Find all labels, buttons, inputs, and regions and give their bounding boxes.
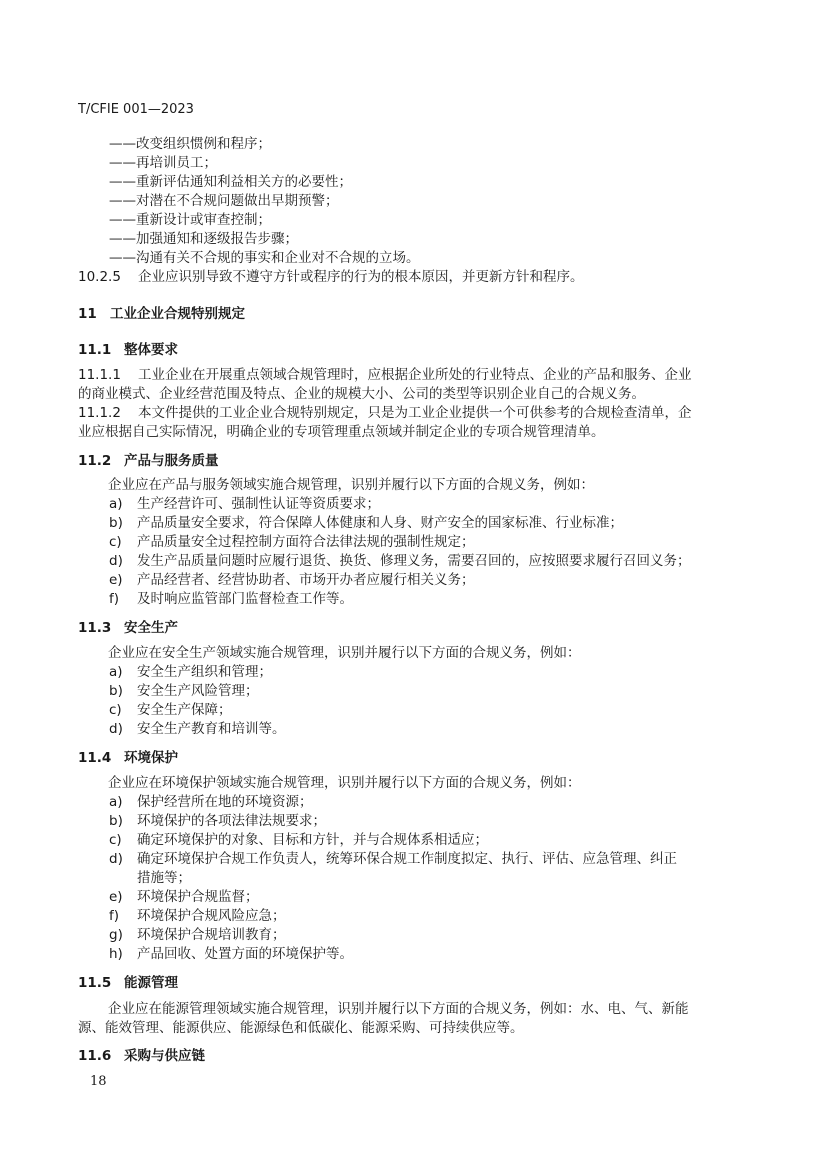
clause-number: 11.1.2: [78, 405, 121, 421]
list-item: [109, 926, 286, 945]
clause-continuation: 业应根据自己实际情况，明确企业的专项管理重点领域并制定企业的专项合规管理清单。: [78, 424, 605, 440]
list-item: [109, 533, 475, 552]
item-text: 保护经营所在地的环境资源；: [137, 794, 313, 810]
section-heading: [78, 1047, 205, 1066]
heading-number: 11.2: [78, 453, 112, 469]
paragraph-continuation: 源、能效管理、能源供应、能源绿色和低碳化、能源采购、可持续供应等。: [78, 1020, 524, 1036]
dash-item: ——重新评估通知利益相关方的必要性；: [109, 174, 352, 190]
item-text: 确定环境保护的对象、目标和方针，并与合规体系相适应；: [137, 832, 488, 848]
item-text: 产品经营者、经营协助者、市场开办者应履行相关义务；: [137, 572, 475, 588]
item-label: c): [109, 832, 122, 848]
heading-title: 产品与服务质量: [124, 453, 219, 469]
paragraph: 企业应在能源管理领域实施合规管理，识别并履行以下方面的合规义务，例如：水、电、气、新能: [108, 1001, 689, 1017]
item-label: e): [109, 889, 123, 905]
heading-title: 采购与供应链: [124, 1048, 205, 1064]
heading-number: 11.6: [78, 1048, 112, 1064]
item-label: b): [109, 813, 123, 829]
heading-title: 能源管理: [124, 975, 178, 991]
item-text: 措施等；: [137, 870, 191, 886]
item-label: b): [109, 683, 123, 699]
list-item: [109, 793, 313, 812]
heading-title: 整体要求: [124, 342, 178, 358]
dash-item: ——改变组织惯例和程序；: [109, 136, 271, 152]
item-text: 环境保护合规监督；: [137, 889, 259, 905]
list-item: [109, 812, 326, 831]
page-number: 18: [90, 1074, 107, 1089]
item-text: 安全生产教育和培训等。: [137, 721, 286, 737]
section-intro: 企业应在环境保护领域实施合规管理，识别并履行以下方面的合规义务，例如：: [108, 775, 581, 791]
item-text: 确定环境保护合规工作负责人，统筹环保合规工作制度拟定、执行、评估、应急管理、纠正: [137, 851, 677, 867]
list-item: [109, 850, 677, 869]
clause-10-2-5: [78, 268, 584, 287]
clause-text: 企业应识别导致不遵守方针或程序的行为的根本原因，并更新方针和程序。: [138, 269, 584, 285]
heading-number: 11.1: [78, 342, 112, 358]
list-item: [109, 701, 232, 720]
item-text: 安全生产风险管理；: [137, 683, 259, 699]
clause-number: 11.1.1: [78, 367, 121, 383]
item-text: 产品回收、处置方面的环境保护等。: [137, 946, 353, 962]
item-label: a): [109, 664, 123, 680]
section-heading: [78, 619, 178, 638]
clause-continuation: 的商业模式、企业经营范围及特点、企业的规模大小、公司的类型等识别企业自己的合规义务。: [78, 386, 645, 402]
list-item: [109, 682, 259, 701]
section-heading: [78, 452, 219, 471]
item-text: 产品质量安全要求，符合保障人体健康和人身、财产安全的国家标准、行业标准；: [137, 515, 623, 531]
clause-text: 工业企业在开展重点领域合规管理时，应根据企业所处的行业特点、企业的产品和服务、企业: [138, 367, 692, 383]
list-item: [109, 590, 353, 609]
clause-number: 10.2.5: [78, 269, 121, 285]
section-intro: 企业应在产品与服务领域实施合规管理，识别并履行以下方面的合规义务，例如：: [108, 477, 594, 493]
list-item-continuation: [109, 869, 191, 888]
section-heading: [78, 341, 178, 360]
dash-item: ——再培训员工；: [109, 155, 217, 171]
section-heading: [78, 974, 178, 993]
item-text: 及时响应监管部门监督检查工作等。: [137, 591, 353, 607]
item-text: 环境保护合规风险应急；: [137, 908, 286, 924]
section-intro: 企业应在安全生产领域实施合规管理，识别并履行以下方面的合规义务，例如：: [108, 645, 581, 661]
item-text: 安全生产保障；: [137, 702, 232, 718]
list-item: [109, 945, 353, 964]
item-label: h): [109, 946, 123, 962]
item-label: c): [109, 534, 122, 550]
list-item: [109, 888, 259, 907]
item-text: 产品质量安全过程控制方面符合法律法规的强制性规定；: [137, 534, 475, 550]
doc-code: T/CFIE 001—2023: [78, 102, 194, 117]
list-item: [109, 552, 691, 571]
heading-title: 环境保护: [124, 750, 178, 766]
item-label: d): [109, 553, 123, 569]
clause-11-1-2: [78, 404, 692, 423]
heading-number: 11.4: [78, 750, 112, 766]
item-label: c): [109, 702, 122, 718]
item-text: 环境保护合规培训教育；: [137, 927, 286, 943]
item-text: 环境保护的各项法律法规要求；: [137, 813, 326, 829]
list-item: [109, 907, 286, 926]
item-text: 生产经营许可、强制性认证等资质要求；: [137, 496, 380, 512]
heading-title: 工业企业合规特别规定: [110, 306, 245, 322]
item-label: d): [109, 721, 123, 737]
item-label: f): [109, 908, 120, 924]
item-label: g): [109, 927, 123, 943]
chapter-heading: [78, 305, 245, 324]
heading-number: 11: [78, 306, 97, 322]
clause-11-1-1: [78, 366, 692, 385]
item-label: a): [109, 794, 123, 810]
dash-item: ——重新设计或审查控制；: [109, 212, 271, 228]
item-label: d): [109, 851, 123, 867]
item-label: f): [109, 591, 120, 607]
item-text: 发生产品质量问题时应履行退货、换货、修理义务，需要召回的，应按照要求履行召回义务；: [137, 553, 691, 569]
heading-number: 11.3: [78, 620, 112, 636]
list-item: [109, 720, 286, 739]
heading-number: 11.5: [78, 975, 112, 991]
item-label: b): [109, 515, 123, 531]
dash-item: ——沟通有关不合规的事实和企业对不合规的立场。: [109, 250, 420, 266]
heading-title: 安全生产: [124, 620, 178, 636]
item-label: e): [109, 572, 123, 588]
list-item: [109, 831, 488, 850]
item-text: 安全生产组织和管理；: [137, 664, 272, 680]
list-item: [109, 514, 623, 533]
list-item: [109, 571, 475, 590]
clause-text: 本文件提供的工业企业合规特别规定，只是为工业企业提供一个可供参考的合规检查清单，企: [138, 405, 692, 421]
dash-item: ——加强通知和逐级报告步骤；: [109, 231, 298, 247]
list-item: [109, 663, 272, 682]
section-heading: [78, 749, 178, 768]
list-item: [109, 495, 380, 514]
dash-item: ——对潜在不合规问题做出早期预警；: [109, 193, 339, 209]
item-label: a): [109, 496, 123, 512]
